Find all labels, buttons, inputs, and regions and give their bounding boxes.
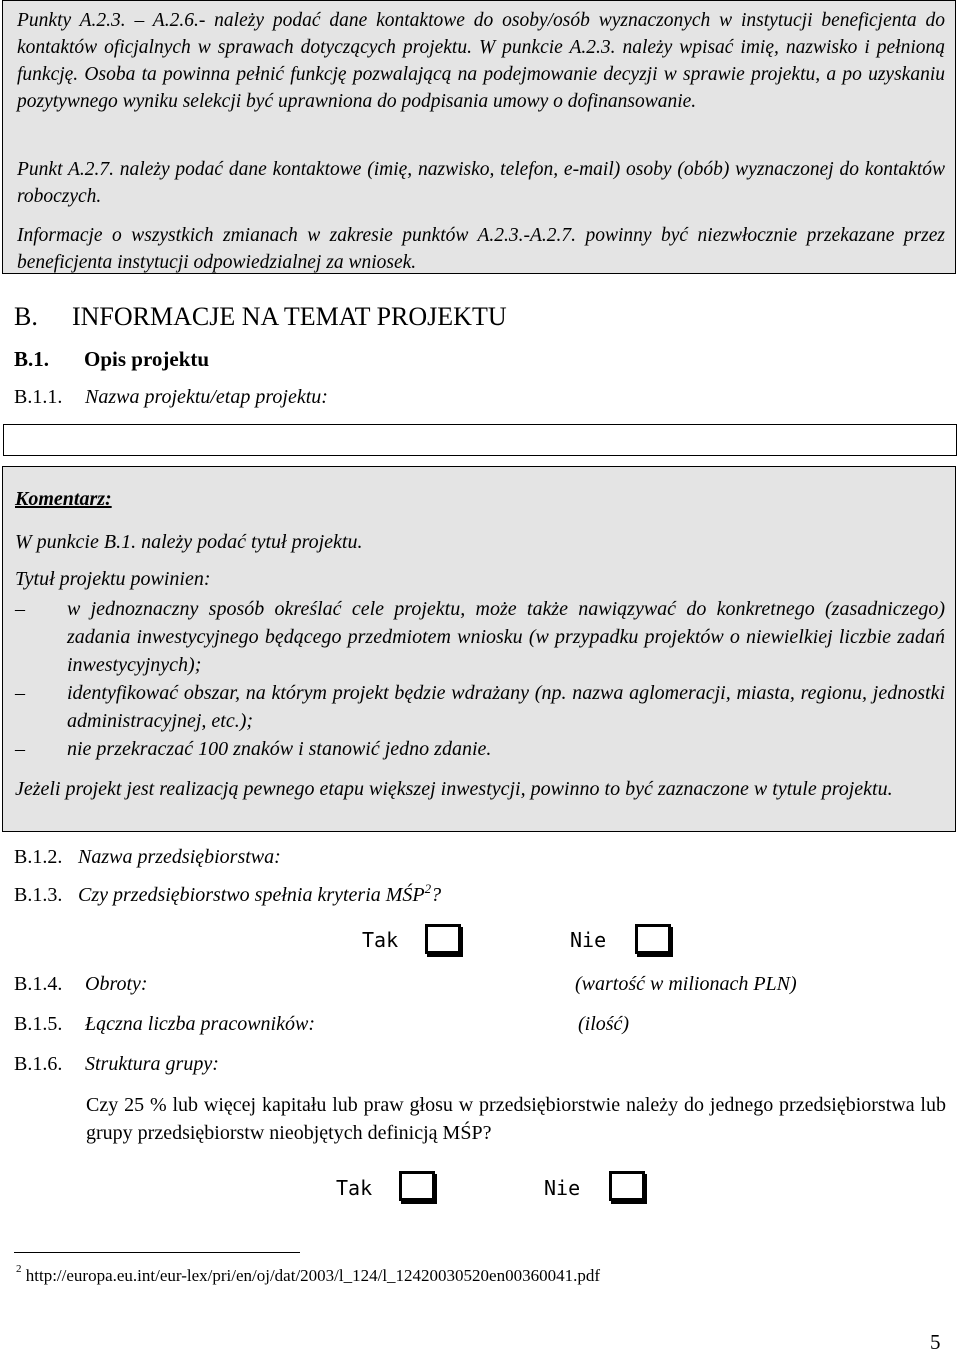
dash-marker: – [15,738,25,760]
comment-box [2,466,956,832]
subsection-number: B.1. [14,347,50,371]
subsection-title: Opis projektu [84,347,210,371]
field-number: B.1.2. [14,846,63,868]
no-checkbox[interactable] [635,924,671,954]
instructions-paragraph-1: Punkty A.2.3. – A.2.6.- należy podać dane kontaktowe do osoby/osób wyznaczonych w instytucji beneficjenta do kontaktów oficjalnych w sprawach dotyczących projektu. W punkcie A.2.3. należy wpisać imię, nazwisko i pełnioną funkcję. Osoba ta powinna pełnić funkcję pozwalającą na podejmowanie decyzji w sprawie projektu, a po uzyskaniu pozytywnego wyniku selekcji być uprawniona do podpisania umowy o dofinansowanie. [17,10,945,112]
instructions-box-contacts [2,0,956,274]
comment-line-1: W punkcie B.1. należy podać tytuł projektu. [15,531,363,553]
footnote-link[interactable]: http://europa.eu.int/eur-lex/pri/en/oj/dat/2003/l_124/l_12420030520en00360041.pdf [25,1266,601,1285]
instructions-paragraph-2: Punkt A.2.7. należy podać dane kontaktowe (imię, nazwisko, telefon, e-mail) osoby (obób) wyznaczonej do kontaktów roboczych. [17,159,945,207]
field-number: B.1.6. [14,1053,63,1075]
field-label: Obroty: [85,973,148,995]
footnote-mark: 2 [16,1263,22,1275]
page-number: 5 [930,1330,941,1354]
field-label-msp [78,881,442,907]
yes-checkbox[interactable] [425,924,461,954]
question-mark: ? [431,884,442,906]
turnover-unit-note: (wartość w milionach PLN) [575,973,797,995]
yes-label: Tak [336,1176,373,1200]
footnote-separator [14,1252,300,1253]
field-label: Czy przedsiębiorstwo spełnia kryteria MŚP [78,884,425,906]
field-number: B.1.3. [14,884,63,906]
yes-label: Tak [362,928,399,952]
list-item-text: identyfikować obszar, na którym projekt będzie wdrażany (np. nazwa aglomeracji, miasta, regionu, jednostki administracyjnej, etc.); [67,682,945,732]
section-number: B. [14,302,38,331]
comment-heading: Komentarz: [15,488,112,510]
instructions-paragraph-3: Informacje o wszystkich zmianach w zakresie punktów A.2.3.-A.2.7. powinny być niezwłocznie przekazane przez beneficjenta instytucji odpowiedzialnej za wniosek. [17,225,945,273]
field-number: B.1.4. [14,973,63,995]
dash-marker: – [15,682,25,704]
list-item-text: nie przekraczać 100 znaków i stanowić jedno zdanie. [67,738,492,760]
field-number: B.1.1. [14,386,63,408]
group-question: Czy 25 % lub więcej kapitału lub praw głosu w przedsiębiorstwie należy do jednego przedsiębiorstwa lub grupy przedsiębiorstw nieobjętych definicją MŚP? [86,1094,946,1144]
list-item-text: w jednoznaczny sposób określać cele projektu, może także nawiązywać do konkretnego (zasadniczego) zadania inwestycyjnego będącego przedmiotem wniosku (w przypadku projektów o niewielkiej liczbie zadań inwestycyjnych); [67,598,945,676]
no-label: Nie [570,928,607,952]
no-label: Nie [544,1176,581,1200]
footnote-ref: 2 [424,881,432,896]
field-label: Nazwa przedsiębiorstwa: [78,846,281,868]
employees-unit-note: (ilość) [578,1013,630,1035]
yes-checkbox[interactable] [399,1171,435,1201]
section-title: INFORMACJE NA TEMAT PROJEKTU [72,302,507,331]
comment-line-2: Tytuł projektu powinien: [15,568,211,590]
project-name-input[interactable] [3,424,957,456]
no-checkbox[interactable] [609,1171,645,1201]
field-label: Struktura grupy: [85,1053,219,1075]
dash-marker: – [15,598,25,620]
field-label: Nazwa projektu/etap projektu: [85,386,328,408]
field-number: B.1.5. [14,1013,63,1035]
comment-closing: Jeżeli projekt jest realizacją pewnego etapu większej inwestycji, powinno to być zaznaczone w tytule projektu. [15,778,893,800]
footnote [16,1263,601,1286]
field-label: Łączna liczba pracowników: [85,1013,315,1035]
